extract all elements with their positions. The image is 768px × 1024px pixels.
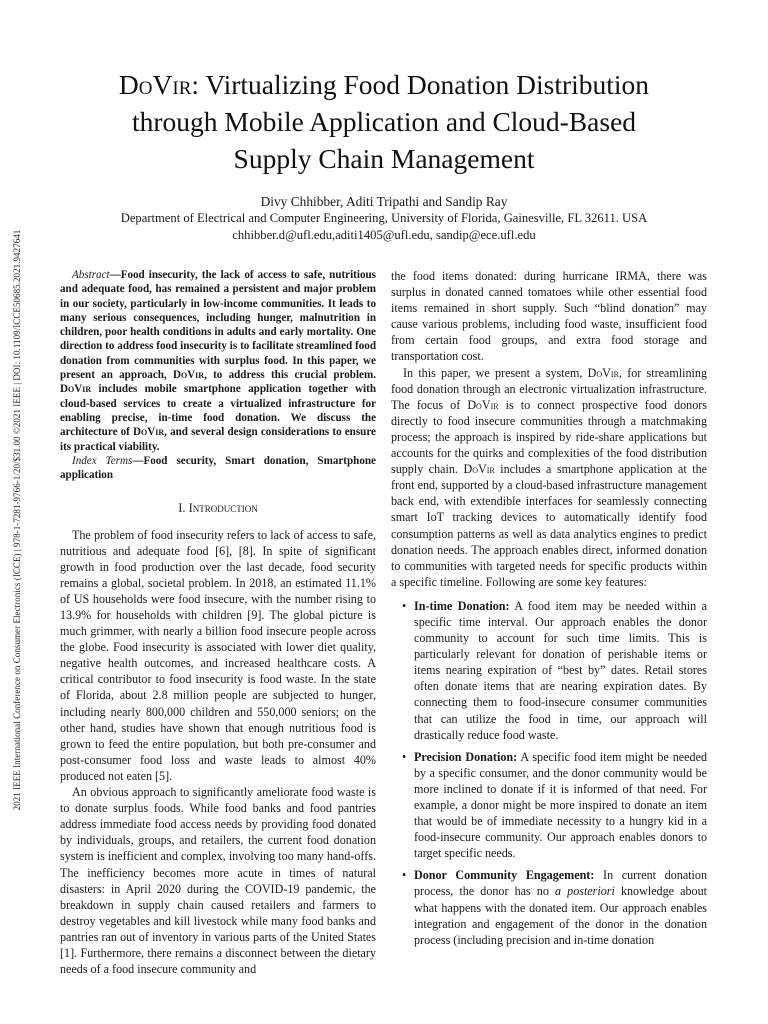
system-name: DoVir [118,69,192,100]
system-overview-paragraph: In this paper, we present a system, DoVir, for streamlining food donation through an electronic virtualization infrastructure. The focus of DoVir is to connect prospective food donors directly to food insecure communities through a matchmaking process; the approach is inspired by ride-share applications but accounts for the quirks and complexities of the food distribution supply chain. DoVir includes a smartphone application at the front end, supported by a cloud-based infrastructure management back end, with extendible interfaces for seamlessly connecting smart IoT tracking devices to automatically identify food consumption patterns as well as data analytics engines to predict donation needs. The approach enables direct, informed donation to communities with targeted needs for specific products within a specific timeline. Following are some key features: [391,365,708,589]
list-item [391,749,707,862]
feature-text-emphasis: a posteriori [555,884,615,899]
bullet-icon: • [402,598,407,613]
author-emails: chhibber.d@ufl.edu,aditi1405@ufl.edu, sandip@ece.ufl.edu [232,228,536,242]
intro-paragraph-continued: the food items donated: during hurricane IRMA, there was surplus in donated canned tomatoes while other essential food items remained in short supply. Such “blind donation” may cause various problems, including food waste, insufficient food from certain food groups, and extra food storage and transportation cost. [391,269,707,364]
right-column [391,268,707,954]
feature-title: Precision Donation: [414,749,518,764]
feature-title: Donor Community Engagement: [414,868,595,883]
feature-text: In current donation process, the donor has no [414,868,707,899]
paper-header [40,66,728,244]
paper-title: DoVir: Virtualizing Food Donation Distribution through Mobile Application and Cloud-Based Supply Chain Management [118,69,650,174]
conference-doi-text: 2021 IEEE International Conference on Consumer Electronics (ICCE) | 978-1-7281-9766-1/20/$31.00 ©2021 IEEE | DOI: 10.1109/ICCE50685.2021.9427641 [12,229,22,811]
author-list: Divy Chhibber, Aditi Tripathi and Sandip Ray [260,194,508,209]
bullet-icon: • [402,868,407,883]
index-terms: Index Terms—Food security, Smart donation, Smartphone application [60,454,376,482]
feature-title: In-time Donation: [414,598,510,613]
list-item [391,598,707,743]
affiliation: Department of Electrical and Computer Engineering, University of Florida, Gainesville, FL 32611. USA [120,211,648,225]
intro-paragraph: The problem of food insecurity refers to lack of access to safe, nutritious and adequate food [6], [8]. In spite of significant growth in food production over the last decade, food security remains a global, societal problem. In 2018, an estimated 11.1% of US households were food insecure, with the number rising to 13.9% for households with children [9]. The global picture is much grimmer, with nearly a billion food insecure people across the globe. Food insecurity is associated with lower diet quality, negative health outcomes, and increased healthcare costs. A critical contributor to food insecurity is food waste. In the state of Florida, about 2.8 million people are subjected to hunger, including nearly 800,000 children and 550,000 seniors; on the other hand, studies have shown that enough nutritious food is grown to feed the entire population, but both pre-consumer and post-consumer food loss and waste leads to almost 40% produced not eaten [5]. [60,527,376,783]
bullet-icon: • [402,749,407,764]
key-features-list [391,598,707,948]
feature-text: A food item may be needed within a specific time interval. Our approach enables the donor community to account for such time limits. This is particularly relevant for donation of perishable items or items nearing expiration of “best by” dates. Retail stores often donate items that are nearing expiration dates. By connecting them to food-insecure consumer communities that can utilize the food in time, our approach will drastically reduce food waste. [414,598,707,742]
doi-sidebar [10,135,24,905]
intro-paragraph: An obvious approach to significantly ameliorate food waste is to donate surplus foods. While food banks and food pantries address immediate food access needs by providing food donated by individuals, groups, and retailers, the current food donation system is inefficient and complex, involving too many hand-offs. The inefficiency becomes more acute in times of natural disasters: in April 2020 during the COVID-19 pandemic, the breakdown in supply chain caused retailers and farmers to destroy vegetables and kill livestock while many food banks and pantries ran out of inventory in various parts of the United States [1]. Furthermore, there remains a disconnect between the dietary needs of a food insecure community and [60,785,376,977]
abstract: Abstract—Food insecurity, the lack of access to safe, nutritious and adequate food, has remained a persistent and major problem in our society, particularly in low-income communities. It leads to many serious consequences, including hunger, malnutrition in children, poor health conditions in adults and early mortality. One direction to address food insecurity is to facilitate streamlined food donation from communities with surplus food. In this paper, we present an approach, DoVir, to address this crucial problem. DoVir includes mobile smartphone application together with cloud-based services to create a virtualized infrastructure for enabling precise, in-time food donation. We discuss the architecture of DoVir, and several design considerations to ensure its practical viability. [60,269,376,453]
list-item [391,867,707,947]
title-line-3: Supply Chain Management [233,143,535,174]
feature-text: knowledge about what happens with the donated item. Our approach enables integration and engagement of the donor in the donation process (including precision and in-time donation [414,884,707,947]
feature-text: A specific food item might be needed by a specific consumer, and the donor community would be more inclined to donate if it is informed of that need. For example, a donor might be more inspired to donate an item that would be of immediate necessity to a hungry kid in a food-insecure community. Our approach enables donors to target specific needs. [414,749,707,861]
section-heading-introduction: I. Introduction [178,501,258,516]
left-column [60,268,376,977]
title-line-2: through Mobile Application and Cloud-Based [131,106,637,137]
